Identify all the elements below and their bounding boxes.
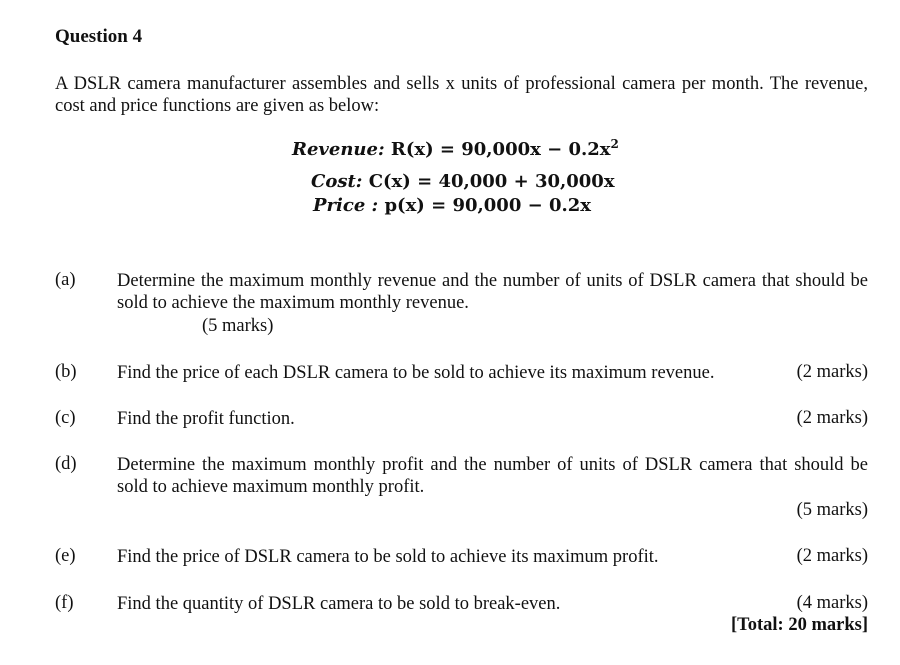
part-b-text: Find the price of each DSLR camera to be sold to achieve its maximum revenue. xyxy=(117,363,715,383)
part-a-text: Determine the maximum monthly revenue and the number of units of DSLR camera that should be sold to achieve the maximum monthly revenue. xyxy=(117,271,868,313)
cost-lhs: C(x) xyxy=(368,171,411,192)
price-label: Price : xyxy=(313,195,379,216)
part-f-text: Find the quantity of DSLR camera to be sold to break-even. xyxy=(117,594,561,614)
part-f-marks: (4 marks) xyxy=(796,593,868,613)
part-c-letter: (c) xyxy=(55,408,76,428)
price-lhs: p(x) xyxy=(384,195,425,216)
part-d-text: Determine the maximum monthly profit and the number of units of DSLR camera that should be sold to achieve maximum monthly profit. xyxy=(117,455,868,497)
question-intro: A DSLR camera manufacturer assembles and sells x units of professional camera per month. The revenue, cost and price functions are given as below: xyxy=(55,74,868,116)
revenue-exponent: 2 xyxy=(610,137,619,151)
part-e-text: Find the price of DSLR camera to be sold to achieve its maximum profit. xyxy=(117,547,659,567)
part-c-text: Find the profit function. xyxy=(117,409,295,429)
price-equation xyxy=(313,195,591,216)
cost-label: Cost: xyxy=(311,171,363,192)
part-f-letter: (f) xyxy=(55,593,74,613)
part-d-letter: (d) xyxy=(55,454,77,474)
revenue-equation xyxy=(292,139,619,160)
price-rhs: = 90,000 − 0.2x xyxy=(431,195,592,216)
part-b-marks: (2 marks) xyxy=(796,362,868,382)
part-e-marks: (2 marks) xyxy=(796,546,868,566)
revenue-label: Revenue: xyxy=(292,139,385,160)
part-d-marks: (5 marks) xyxy=(796,500,868,520)
part-b-letter: (b) xyxy=(55,362,77,382)
part-a-marks: (5 marks) xyxy=(202,316,274,336)
part-c-marks: (2 marks) xyxy=(796,408,868,428)
revenue-rhs: = 90,000x − 0.2x xyxy=(439,139,611,160)
total-marks: [Total: 20 marks] xyxy=(730,615,868,635)
question-heading: Question 4 xyxy=(55,26,143,47)
part-e-letter: (e) xyxy=(55,546,76,566)
cost-rhs: = 40,000 + 30,000x xyxy=(417,171,615,192)
cost-equation xyxy=(311,171,615,192)
revenue-lhs: R(x) xyxy=(390,139,434,160)
part-a-letter: (a) xyxy=(55,270,76,290)
